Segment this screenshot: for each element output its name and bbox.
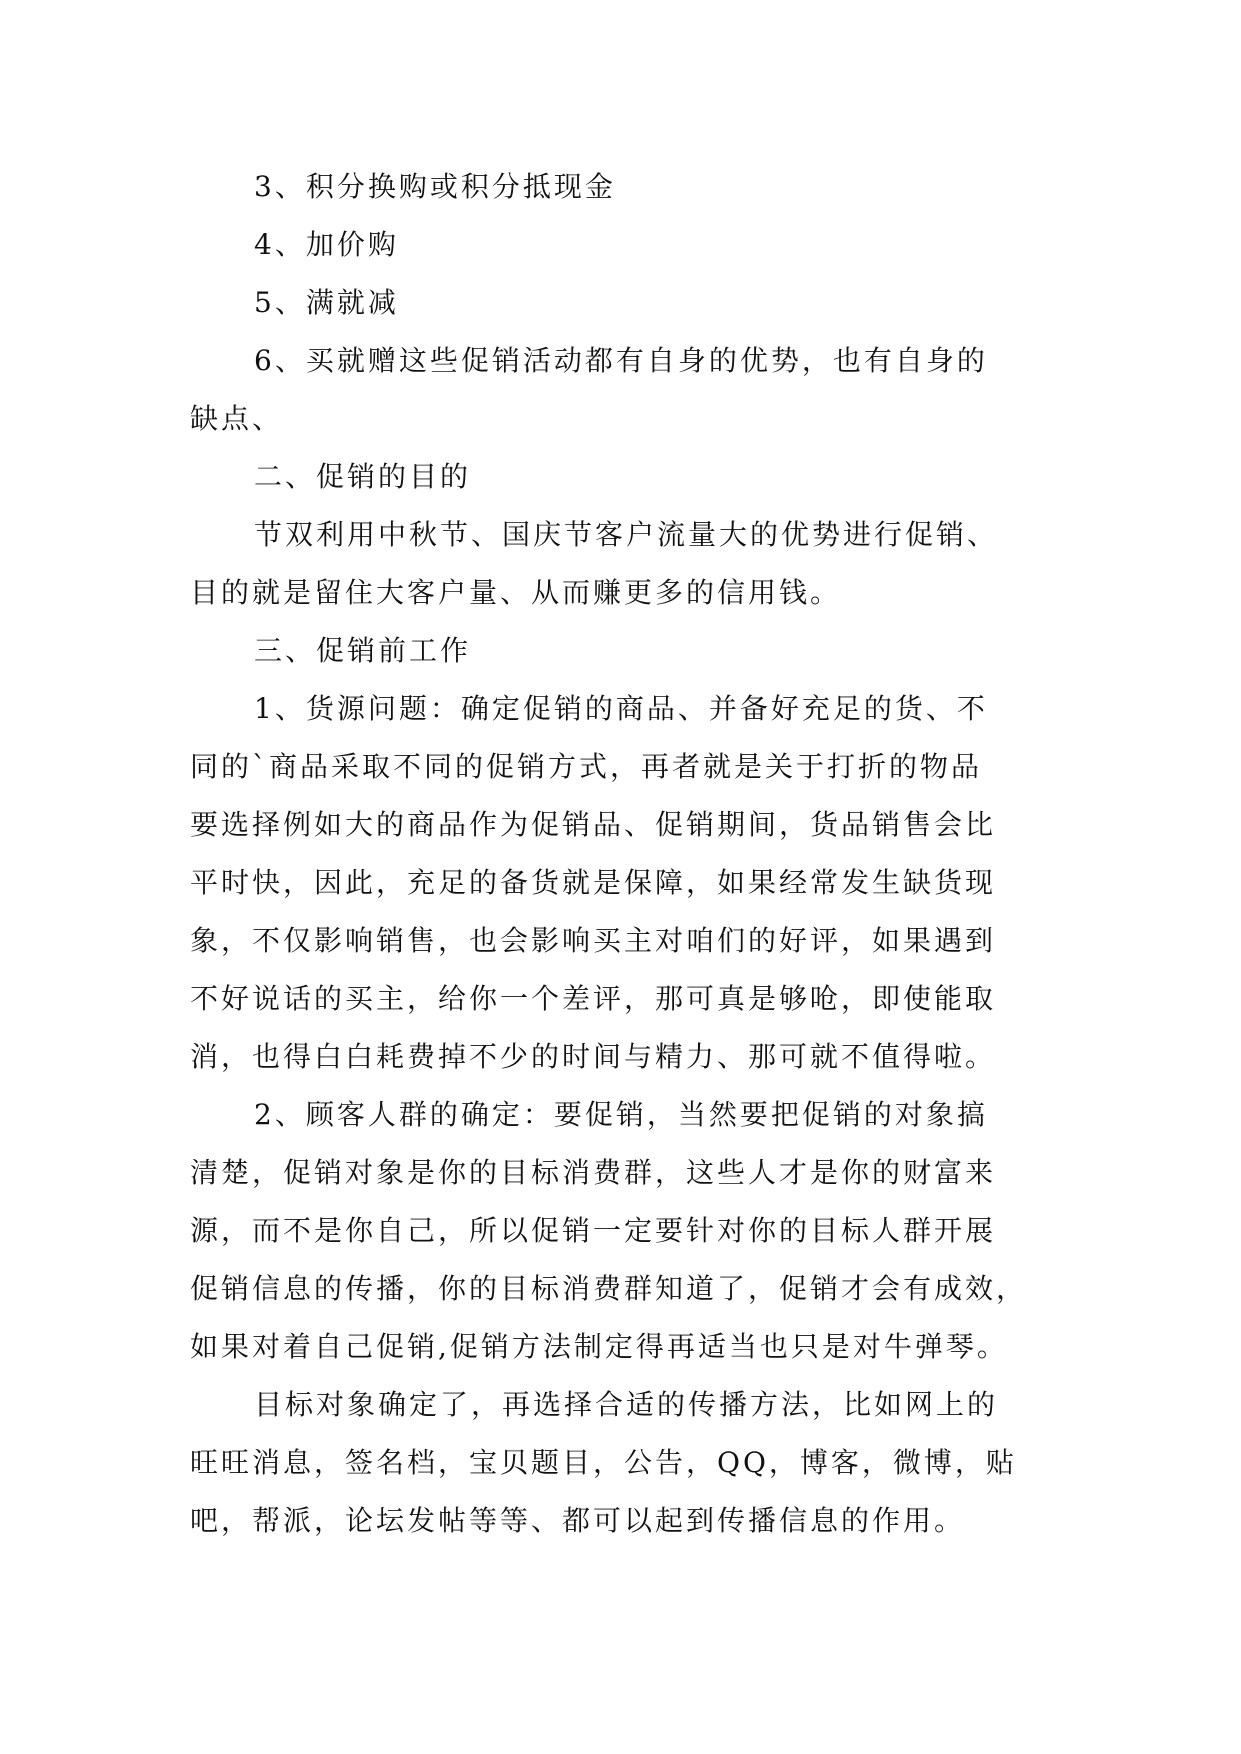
text-line: 平时快，因此，充足的备货就是保障，如果经常发生缺货现 — [190, 866, 997, 899]
text-line: 如果对着自己促销,促销方法制定得再适当也只是对牛弹琴。 — [190, 1330, 1008, 1363]
text-line: 3、积分换购或积分抵现金 — [254, 170, 616, 203]
text-line: 消，也得白白耗费掉不少的时间与精力、那可就不值得啦。 — [190, 1040, 997, 1073]
text-line: 6、买就赠这些促销活动都有自身的优势，也有自身的 — [254, 344, 988, 377]
text-line: 促销信息的传播，你的目标消费群知道了，促销才会有成效， — [190, 1272, 1028, 1305]
text-line: 4、加价购 — [254, 228, 399, 261]
text-line: 5、满就减 — [254, 286, 399, 319]
section-heading: 二、促销的目的 — [254, 460, 472, 493]
document-body — [190, 158, 1060, 1550]
text-line: 2、顾客人群的确定：要促销，当然要把促销的对象搞 — [254, 1098, 988, 1131]
text-line: 吧，帮派，论坛发帖等等、都可以起到传播信息的作用。 — [190, 1504, 966, 1537]
text-line: 同的`商品采取不同的促销方式，再者就是关于打折的物品 — [190, 750, 983, 783]
text-line: 象，不仅影响销售，也会影响买主对咱们的好评，如果遇到 — [190, 924, 997, 957]
section-heading: 三、促销前工作 — [254, 634, 472, 667]
text-line: 1、货源问题：确定促销的商品、并备好充足的货、不 — [254, 692, 988, 725]
text-line: 缺点、 — [190, 402, 284, 435]
text-line: 源，而不是你自己，所以促销一定要针对你的目标人群开展 — [190, 1214, 997, 1247]
text-line: 要选择例如大的商品作为促销品、促销期间，货品销售会比 — [190, 808, 997, 841]
text-line: 不好说话的买主，给你一个差评，那可真是够呛，即使能取 — [190, 982, 997, 1015]
text-line: 目标对象确定了，再选择合适的传播方法，比如网上的 — [254, 1388, 999, 1421]
text-line: 旺旺消息，签名档，宝贝题目，公告，QQ，博客，微博，贴 — [190, 1446, 1017, 1479]
text-line: 节双利用中秋节、国庆节客户流量大的优势进行促销、 — [254, 518, 999, 551]
text-line: 目的就是留住大客户量、从而赚更多的信用钱。 — [190, 576, 842, 609]
text-line: 清楚，促销对象是你的目标消费群，这些人才是你的财富来 — [190, 1156, 997, 1189]
